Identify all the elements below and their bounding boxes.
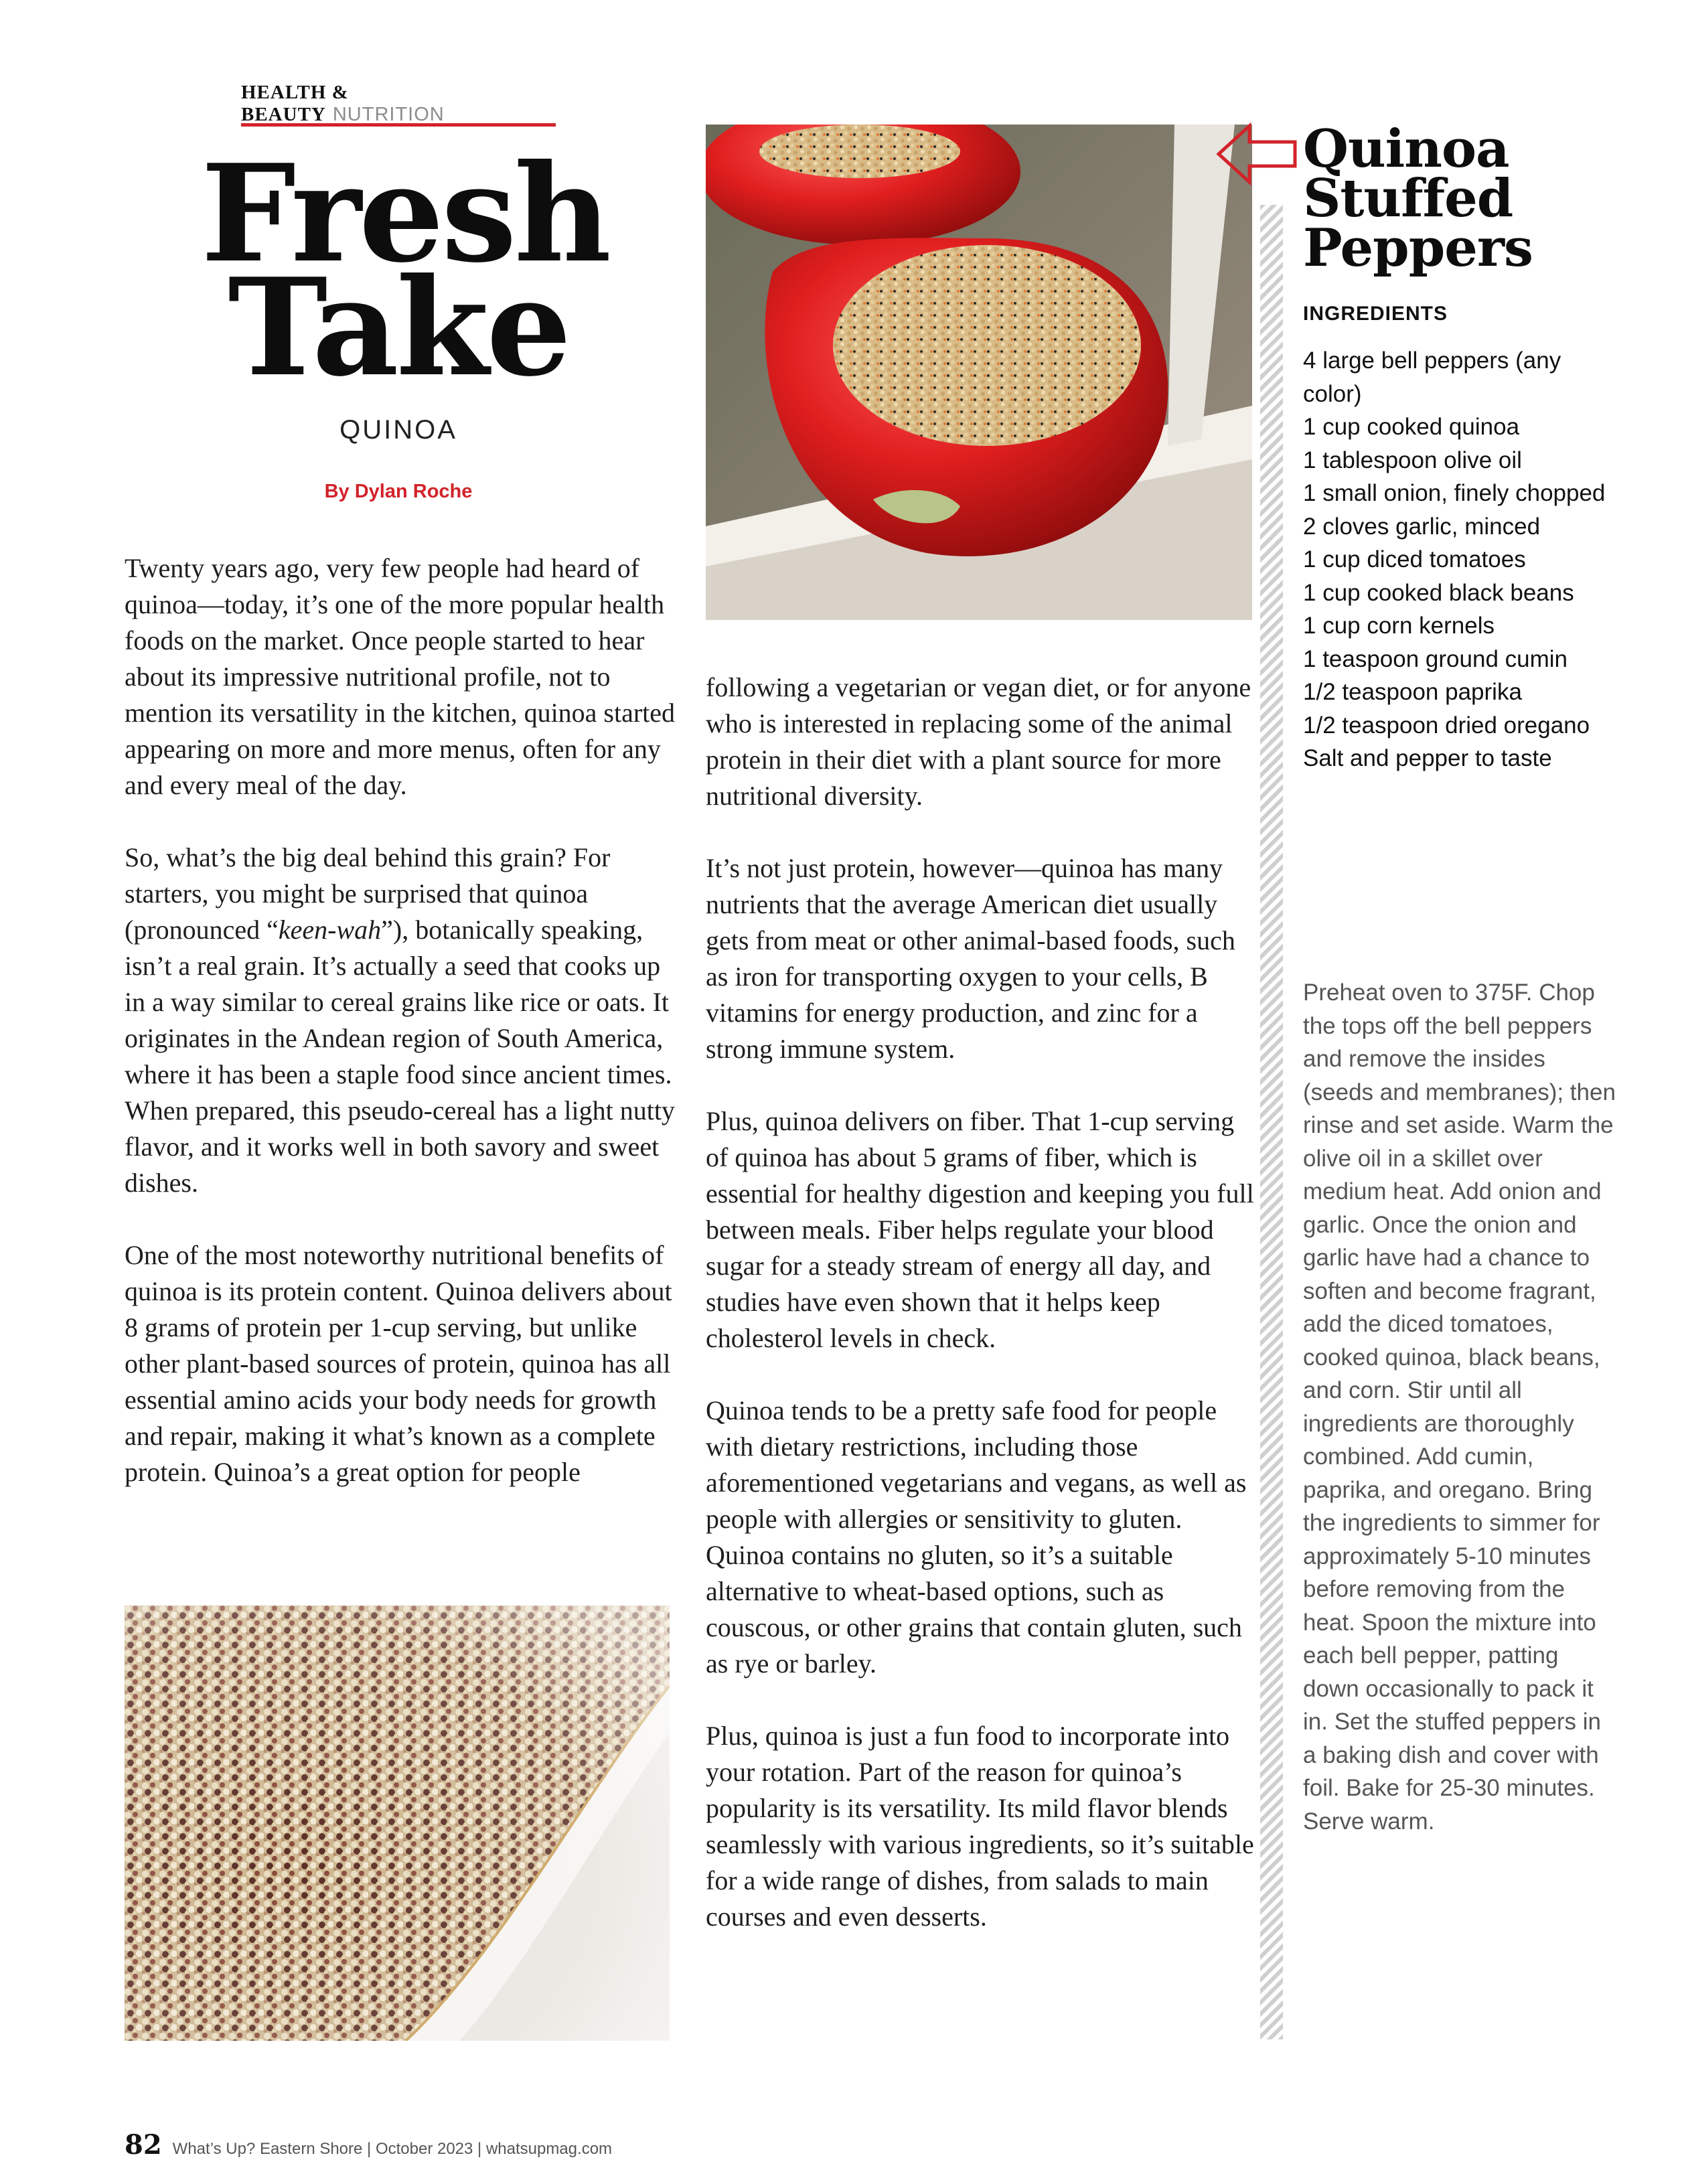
ingredient-item: 1 teaspoon ground cumin bbox=[1303, 645, 1568, 672]
ingredient-item: 1/2 teaspoon paprika bbox=[1303, 679, 1522, 705]
article-column-1 bbox=[125, 550, 680, 1527]
section-header bbox=[241, 82, 556, 127]
paragraph: Quinoa tends to be a pretty safe food for people with dietary restrictions, including those aforementioned vegetarians and vegans, as well as people with allergies or sensitivity to gluten. Quinoa contains no gluten, so it’s a suitable alternative to wheat-based options, such as couscous, or other grains that contain gluten, such as rye or barley. bbox=[706, 1395, 1247, 1679]
paragraph: One of the most noteworthy nutritional benefits of quinoa is its protein content. Quinoa delivers about 8 grams of protein per 1-cup serving, but unlike other plant-based sources of protein, quinoa has all essential amino acids your body needs for growth and repair, making it what’s known as a complete protein. Quinoa’s a great option for people bbox=[125, 1240, 672, 1487]
recipe-directions: Preheat oven to 375F. Chop the tops off the bell peppers and remove the insides (seeds and membranes); then rinse and set aside. Warm the olive oil in a skillet over medium heat. Add onion and garlic. Once the onion and garlic have had a chance to soften and become fragrant, add the diced tomatoes, cooked quinoa, black beans, and corn. Stir until all ingredients are thoroughly combined. Add cumin, paprika, and oregano. Bring the ingredients to simmer for approximately 5-10 minutes before removing from the heat. Spoon the mixture into each bell pepper, patting down occasionally to pack it in. Set the stuffed peppers in a baking dish and cover with foil. Bake for 25-30 minutes. Serve warm. bbox=[1303, 980, 1616, 1835]
article-subtitle: QUINOA bbox=[339, 415, 457, 445]
article-title-line-1: Fresh bbox=[201, 135, 609, 293]
ingredient-item: 4 large bell peppers (any color) bbox=[1303, 347, 1561, 407]
article-title-line-2: Take bbox=[228, 249, 569, 406]
recipe-title-line-1: Quinoa bbox=[1303, 119, 1509, 179]
ingredient-item: 1 cup diced tomatoes bbox=[1303, 546, 1526, 572]
page-number: 82 bbox=[125, 2129, 162, 2161]
footer-publication-info: What’s Up? Eastern Shore | October 2023 | whatsupmag.com bbox=[172, 2140, 613, 2158]
stuffed-pepper-photo bbox=[706, 125, 1252, 620]
article-column-2 bbox=[706, 670, 1262, 1971]
sidebar-stripe bbox=[1260, 205, 1283, 2039]
ingredient-item: 2 cloves garlic, minced bbox=[1303, 513, 1541, 540]
pronunciation: keen-wah bbox=[278, 915, 382, 945]
ingredient-item: 1/2 teaspoon dried oregano bbox=[1303, 712, 1590, 738]
ingredients-list bbox=[1303, 344, 1611, 775]
paragraph: It’s not just protein, however—quinoa has many nutrients that the average American diet usually gets from meat or other animal-based foods, such as iron for transporting oxygen to your cells, B vitamins for energy production, and zinc for a strong immune system. bbox=[706, 853, 1235, 1064]
paragraph: Twenty years ago, very few people had heard of quinoa—today, it’s one of the more popular health foods on the market. Once people started to hear about its impressive nutritional profile, not to mention its versatility in the kitchen, quinoa started appearing on more and more menus, often for any and every meal of the day. bbox=[125, 553, 676, 800]
paragraph: So, what’s the big deal behind this grain? For starters, you might be surprised that quinoa (pronounced “keen-wah”), botanically speaking, isn’t a real grain. It’s actually a seed that cooks up in a way similar to cereal grains like rice or oats. It originates in the Andean region of South America, where it has been a staple food since ancient times. When prepared, this pseudo-cereal has a light nutty flavor, and it works well in both savory and sweet dishes. bbox=[125, 842, 675, 1198]
ingredient-item: 1 cup corn kernels bbox=[1303, 613, 1495, 639]
paragraph: following a vegetarian or vegan diet, or for anyone who is interested in replacing some of the animal protein in their diet with a plant source for more nutritional diversity. bbox=[706, 672, 1251, 811]
ingredient-item: 1 small onion, finely chopped bbox=[1303, 480, 1606, 506]
ingredient-item: Salt and pepper to taste bbox=[1303, 745, 1552, 771]
article-title bbox=[201, 135, 609, 406]
ingredient-item: 1 cup cooked quinoa bbox=[1303, 414, 1520, 440]
ingredients-heading: INGREDIENTS bbox=[1303, 303, 1448, 325]
recipe-title-line-3: Peppers bbox=[1303, 218, 1533, 279]
section-label: HEALTH & BEAUTY bbox=[241, 82, 349, 125]
quinoa-bowl-photo bbox=[125, 1606, 670, 2041]
recipe-title bbox=[1303, 119, 1651, 279]
paragraph: Plus, quinoa is just a fun food to incorporate into your rotation. Part of the reason for quinoa’s popularity is its versatility. Its mild flavor blends seamlessly with various ingredients, so it’s suitable for a wide range of dishes, from salads to main courses and even desserts. bbox=[706, 1721, 1254, 1932]
recipe-title-line-2: Stuffed bbox=[1303, 168, 1513, 229]
paragraph: Plus, quinoa delivers on fiber. That 1-cup serving of quinoa has about 5 grams of fiber, which is essential for healthy digestion and keeping you full between meals. Fiber helps regulate your blood sugar for a steady stream of energy all day, and studies have even shown that it helps keep cholesterol levels in check. bbox=[706, 1106, 1254, 1353]
ingredient-item: 1 cup cooked black beans bbox=[1303, 579, 1574, 606]
page-footer bbox=[125, 2129, 612, 2161]
subsection-label: NUTRITION bbox=[332, 104, 445, 125]
ingredient-item: 1 tablespoon olive oil bbox=[1303, 447, 1522, 473]
left-arrow-icon bbox=[1216, 122, 1299, 186]
byline: By Dylan Roche bbox=[324, 481, 473, 502]
